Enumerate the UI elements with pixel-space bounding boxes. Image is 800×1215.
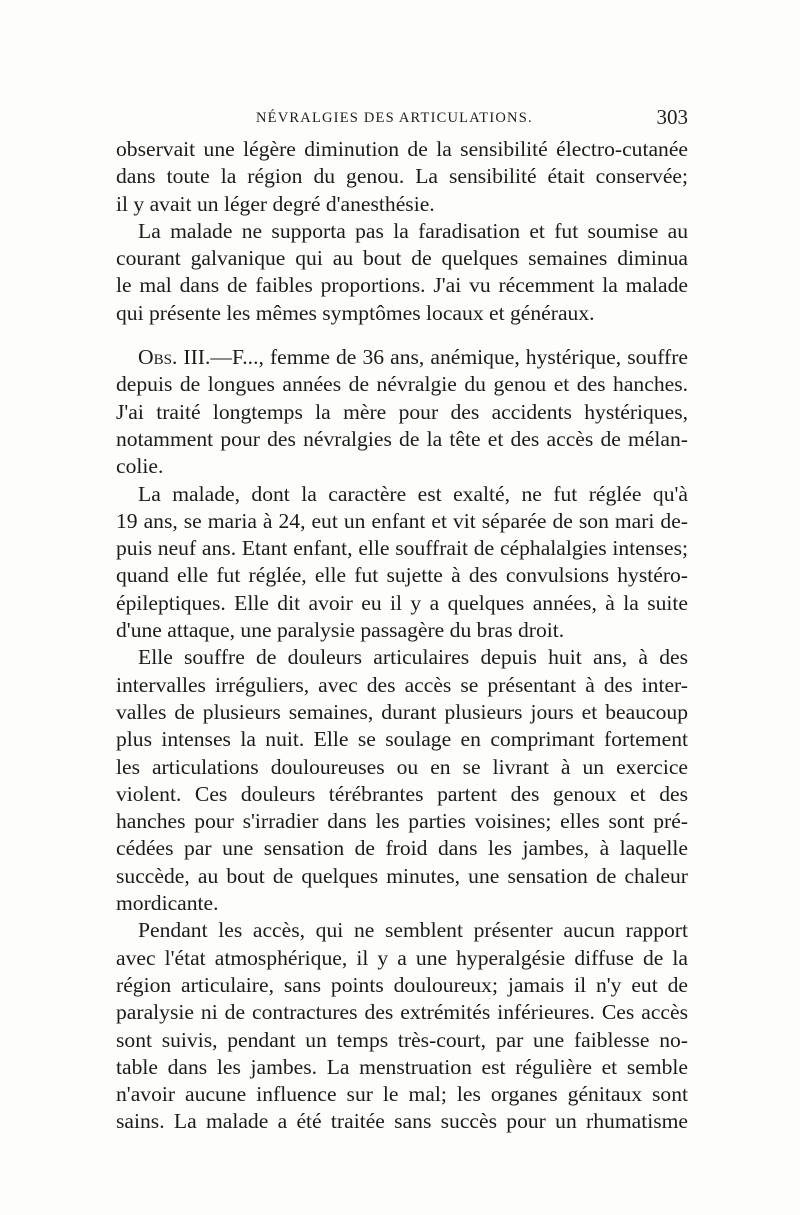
text-line: qui présente les mêmes symptômes locaux et généraux. — [116, 300, 595, 325]
text-line: courant galvanique qui au bout de quelques semaines diminua — [116, 246, 688, 271]
text-line: les articulations douloureuses ou en se livrant à un exercice — [116, 754, 688, 779]
text-line: observait une légère diminution de la sensibilité électro-cutanée — [116, 137, 688, 161]
text-line: plus intenses la nuit. Elle se soulage en comprimant fortement — [116, 727, 688, 752]
text-line: Pendant les accès, qui ne semblent présenter aucun rapport — [138, 918, 688, 943]
text-line: épileptiques. Elle dit avoir eu il y a quelques années, à la suite — [116, 590, 688, 615]
text-line: hanches pour s'irradier dans les parties voisines; elles sont pré- — [116, 809, 688, 834]
text-line: colie. — [116, 454, 164, 479]
text-line: depuis de longues années de névralgie du genou et des hanches. — [116, 372, 688, 397]
text-line: intervalles irréguliers, avec des accès se présentant à des inter- — [116, 672, 688, 697]
running-header — [116, 105, 688, 134]
text-line: 19 ans, se maria à 24, eut un enfant et vit séparée de son mari de- — [116, 508, 688, 533]
paragraph-gap — [116, 327, 688, 344]
text-line: succède, au bout de quelques minutes, une sensation de chaleur — [116, 863, 688, 888]
text-line: violent. Ces douleurs térébrantes partent des genoux et des — [116, 781, 688, 806]
text-line: d'une attaque, une paralysie passagère du bras droit. — [116, 618, 565, 643]
text-line: il y avait un léger degré d'anesthésie. — [116, 191, 435, 216]
text-line: quand elle fut réglée, elle fut sujette à des convulsions hystéro- — [116, 563, 688, 588]
text-line: région articulaire, sans points douloureux; jamais il n'y eut de — [116, 972, 688, 997]
text-line: notamment pour des névralgies de la tête et des accès de mélan- — [116, 426, 688, 451]
text-line: dans toute la région du genou. La sensibilité était conservée; — [116, 164, 688, 189]
page-number: 303 — [656, 105, 688, 129]
text-line: sains. La malade a été traitée sans succès pour un rhumatisme — [116, 1109, 688, 1134]
text-line: sont suivis, pendant un temps très-court, par une faiblesse no- — [116, 1027, 688, 1052]
text-line: La malade, dont la caractère est exalté, ne fut réglée qu'à — [138, 481, 688, 506]
text-line: Elle souffre de douleurs articulaires depuis huit ans, à des — [138, 645, 688, 670]
text-line: paralysie ni de contractures des extrémités inférieures. Ces accès — [116, 1000, 688, 1025]
text-line: puis neuf ans. Etant enfant, elle souffrait de céphalalgies intenses; — [116, 536, 688, 561]
text-line: n'avoir aucune influence sur le mal; les organes génitaux sont — [116, 1082, 688, 1107]
text-line: La malade ne supporta pas la faradisation et fut soumise au — [138, 218, 688, 243]
text-line: mordicante. — [116, 891, 219, 916]
text-line: table dans les jambes. La menstruation est régulière et semble — [116, 1054, 688, 1079]
text-line: avec l'état atmosphérique, il y a une hyperalgésie diffuse de la — [116, 945, 688, 970]
text-line: cédées par une sensation de froid dans les jambes, à laquelle — [116, 836, 688, 861]
running-title: NÉVRALGIES DES ARTICULATIONS. — [256, 110, 533, 126]
observation-label: Obs. III. — [138, 345, 211, 370]
text-line: valles de plusieurs semaines, durant plusieurs jours et beaucoup — [116, 699, 688, 724]
observation-heading-line — [116, 344, 688, 371]
text-line: le mal dans de faibles proportions. J'ai vu récemment la malade — [116, 273, 688, 298]
body-text — [116, 136, 688, 1136]
observation-first-line: —F..., femme de 36 ans, anémique, hystérique, souffre — [210, 345, 688, 370]
text-line: J'ai traité longtemps la mère pour des accidents hystériques, — [116, 399, 688, 424]
